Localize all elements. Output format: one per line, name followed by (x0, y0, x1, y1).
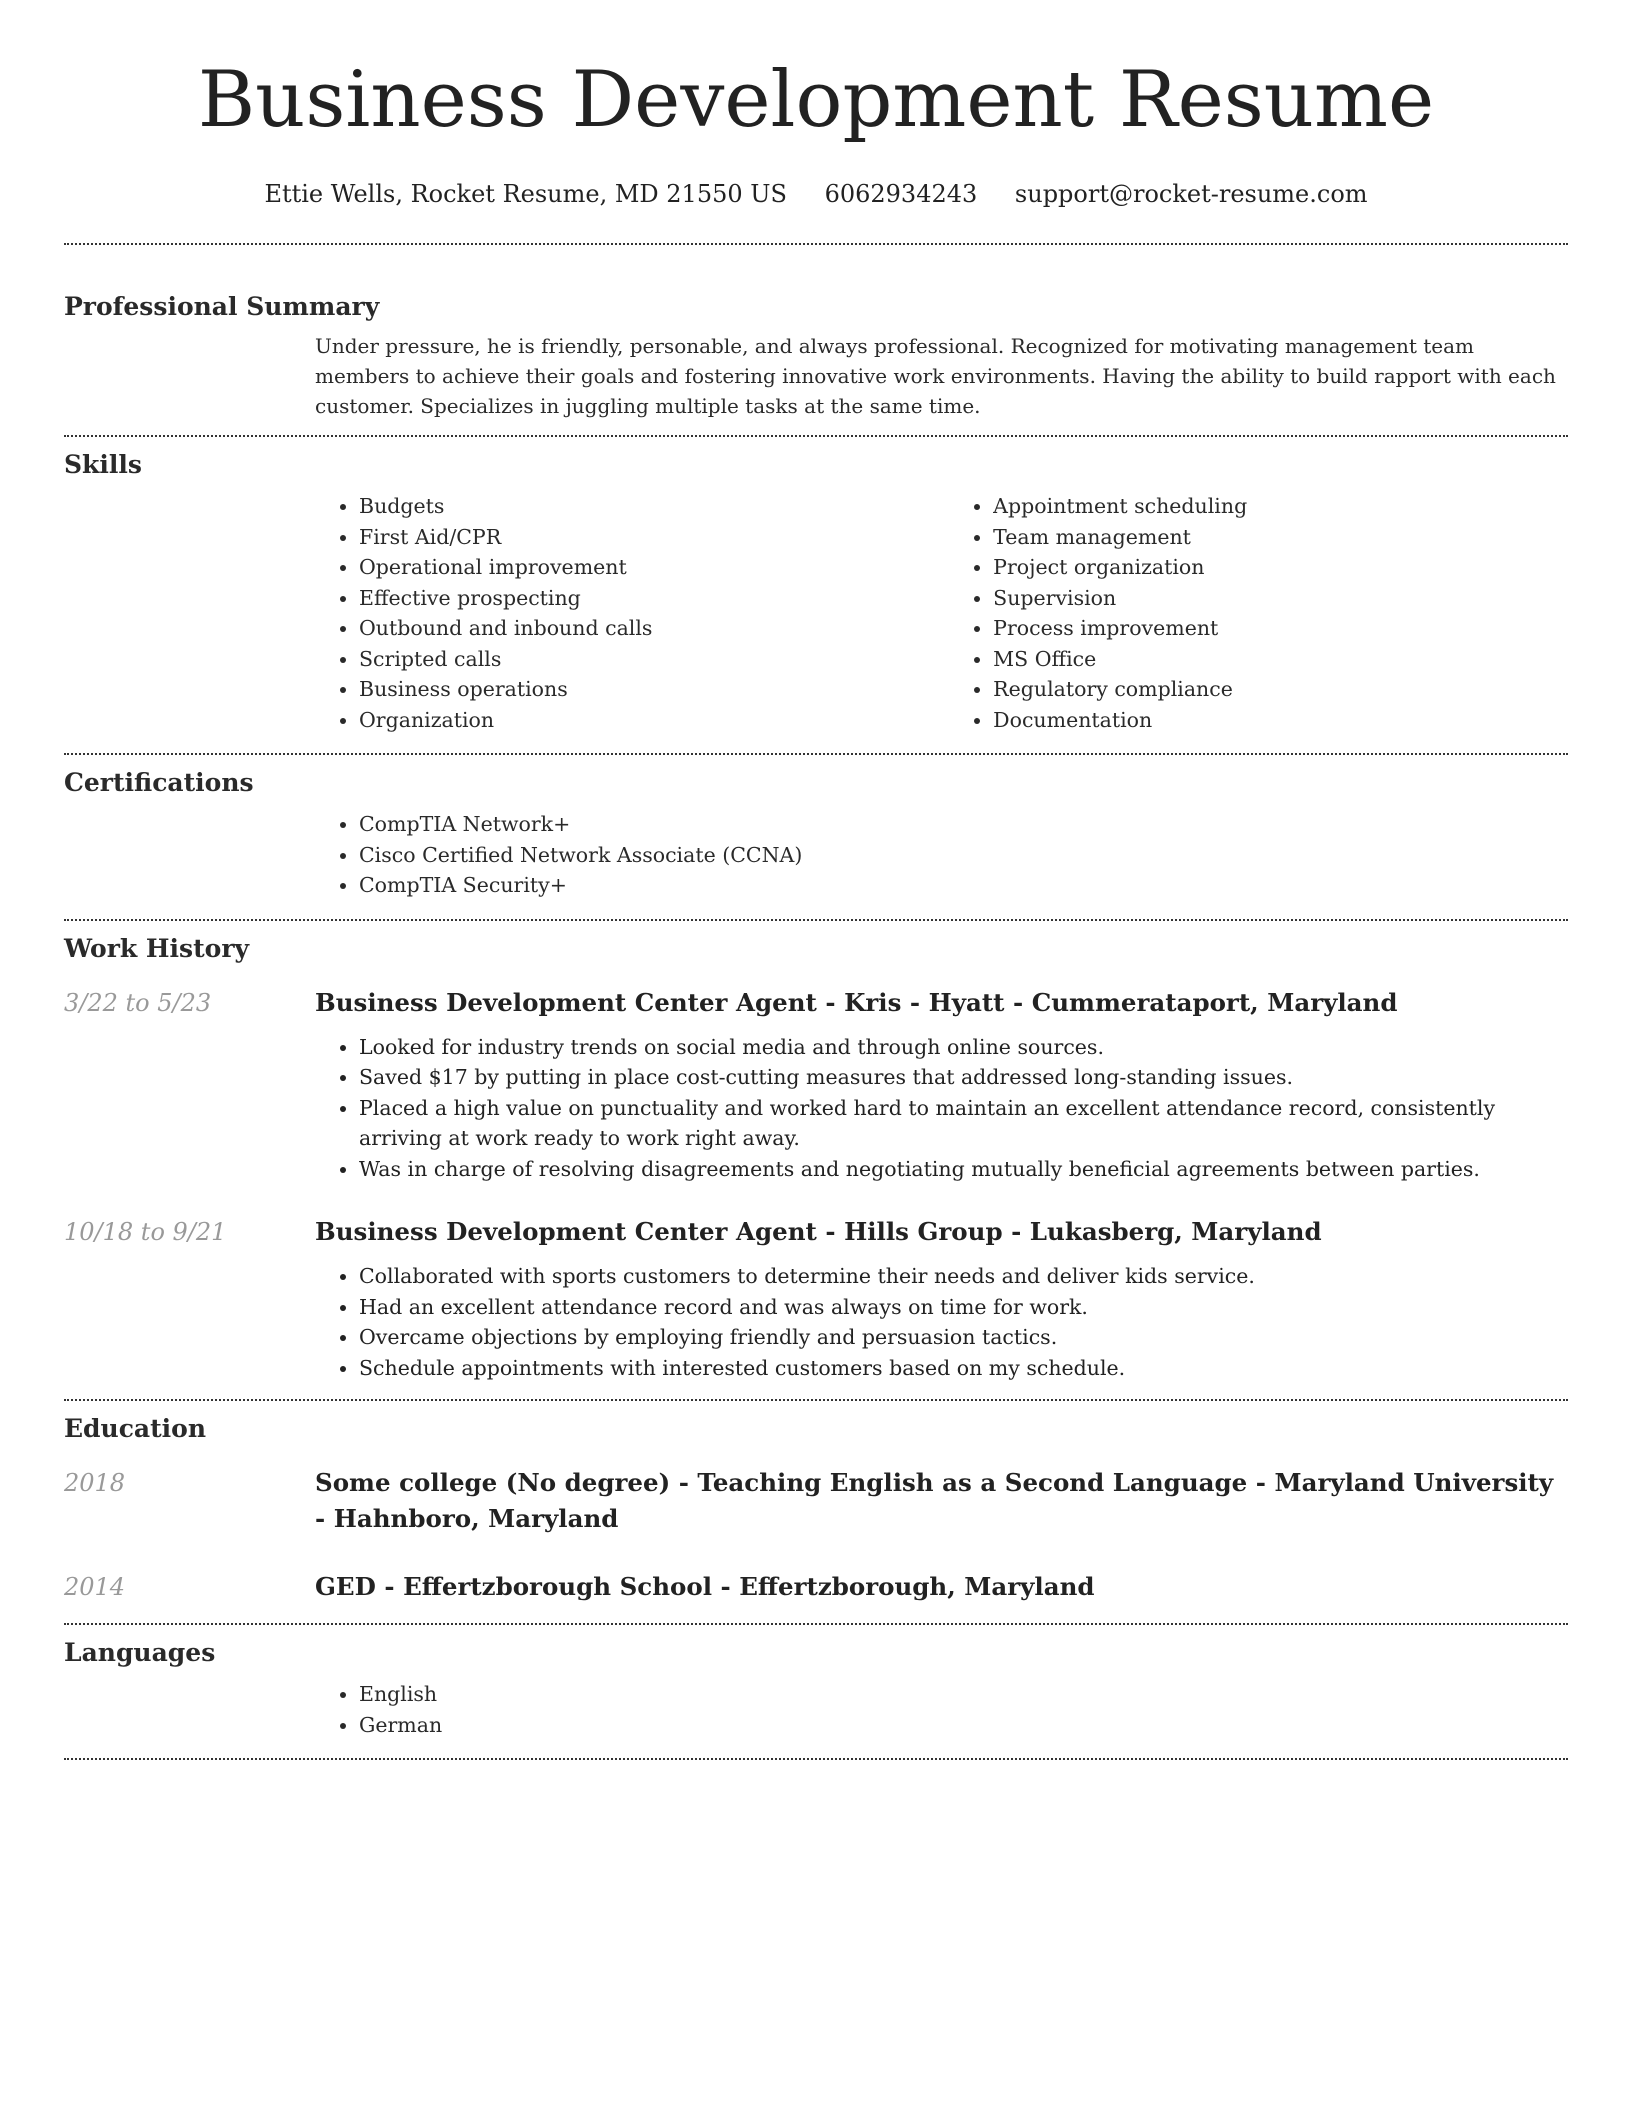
skill-item: • MS Office (993, 644, 1568, 675)
education-title: GED - Effertzborough School - Effertzborough, Maryland (315, 1572, 1095, 1601)
education-heading: Education (64, 1414, 207, 1443)
job-bullet: • Was in charge of resolving disagreements and negotiating mutually beneficial agreements between parties. (359, 1154, 1568, 1185)
work-history-heading: Work History (64, 933, 250, 963)
education-year: 2014 (64, 1573, 126, 1601)
languages-section (64, 1625, 1568, 1758)
job-dates: 3/22 to 5/23 (64, 988, 212, 1017)
education-title: Some college (No degree) - Teaching English as a Second Language - Maryland University - Hahnboro, Maryland (315, 1468, 1554, 1533)
summary-text: Under pressure, he is friendly, personable, and always professional. Recognized for motivating management team members to achieve their goals and fostering innovative work environments. Having the ability to build rapport with each customer. Specializes in juggling multiple tasks at the same time. (315, 334, 1556, 418)
skill-item: • Process improvement (993, 613, 1568, 644)
education-year: 2018 (64, 1469, 126, 1497)
certifications-list (315, 809, 1568, 901)
contact-email: support@rocket-resume.com (1014, 180, 1368, 208)
certification-item: • CompTIA Network+ (359, 809, 1568, 840)
job-bullet: • Placed a high value on punctuality and worked hard to maintain an excellent attendance record, consistently arriving at work ready to work right away. (359, 1093, 1568, 1154)
education-section (64, 1401, 1568, 1623)
job-bullet: • Schedule appointments with interested customers based on my schedule. (359, 1353, 1568, 1384)
job-bullet: • Saved $17 by putting in place cost-cutting measures that addressed long-standing issues. (359, 1062, 1568, 1093)
language-item: • German (359, 1710, 1568, 1741)
work-history-section (64, 921, 1568, 1400)
certification-item: • CompTIA Security+ (359, 870, 1568, 901)
education-entry (64, 1465, 1568, 1537)
skill-item: • Business operations (359, 674, 949, 705)
education-entry (64, 1569, 1568, 1605)
job-bullet: • Looked for industry trends on social media and through online sources. (359, 1032, 1568, 1063)
divider (64, 1758, 1568, 1760)
skill-item: • Supervision (993, 583, 1568, 614)
skills-heading: Skills (64, 450, 142, 479)
skill-item: • Appointment scheduling (993, 491, 1568, 522)
certifications-section (64, 755, 1568, 919)
summary-section (64, 245, 1568, 435)
job-title: Business Development Center Agent - Hills Group - Lukasberg, Maryland (315, 1217, 1322, 1246)
skill-item: • Project organization (993, 552, 1568, 583)
summary-heading: Professional Summary (64, 292, 380, 321)
skills-section (64, 437, 1568, 753)
job-dates: 10/18 to 9/21 (64, 1218, 227, 1246)
skill-item: • Team management (993, 522, 1568, 553)
languages-heading: Languages (64, 1638, 216, 1667)
language-item: • English (359, 1679, 1568, 1710)
skill-item: • Documentation (993, 705, 1568, 736)
job-bullets (315, 1032, 1568, 1185)
job-title: Business Development Center Agent - Kris - Hyatt - Cummerataport, Maryland (315, 987, 1398, 1017)
contact-line (64, 178, 1568, 210)
job-entry (64, 985, 1568, 1185)
skills-list-left (315, 491, 949, 735)
languages-list (315, 1679, 1568, 1740)
skill-item: • First Aid/CPR (359, 522, 949, 553)
skill-item: • Effective prospecting (359, 583, 949, 614)
page-title: Business Development Resume (197, 55, 1435, 145)
skill-item: • Regulatory compliance (993, 674, 1568, 705)
skill-item: • Scripted calls (359, 644, 949, 675)
job-entry (64, 1214, 1568, 1383)
contact-address: Ettie Wells, Rocket Resume, MD 21550 US (264, 180, 787, 208)
skill-item: • Operational improvement (359, 552, 949, 583)
skill-item: • Budgets (359, 491, 949, 522)
certifications-heading: Certifications (64, 768, 254, 797)
skill-item: • Organization (359, 705, 949, 736)
job-bullet: • Had an excellent attendance record and was always on time for work. (359, 1292, 1568, 1323)
skill-item: • Outbound and inbound calls (359, 613, 949, 644)
job-bullet: • Overcame objections by employing friendly and persuasion tactics. (359, 1322, 1568, 1353)
certification-item: • Cisco Certified Network Associate (CCNA) (359, 840, 1568, 871)
job-bullet: • Collaborated with sports customers to determine their needs and deliver kids service. (359, 1261, 1568, 1292)
job-bullets (315, 1261, 1568, 1383)
skills-list-right (949, 491, 1568, 735)
contact-phone: 6062934243 (824, 180, 978, 208)
